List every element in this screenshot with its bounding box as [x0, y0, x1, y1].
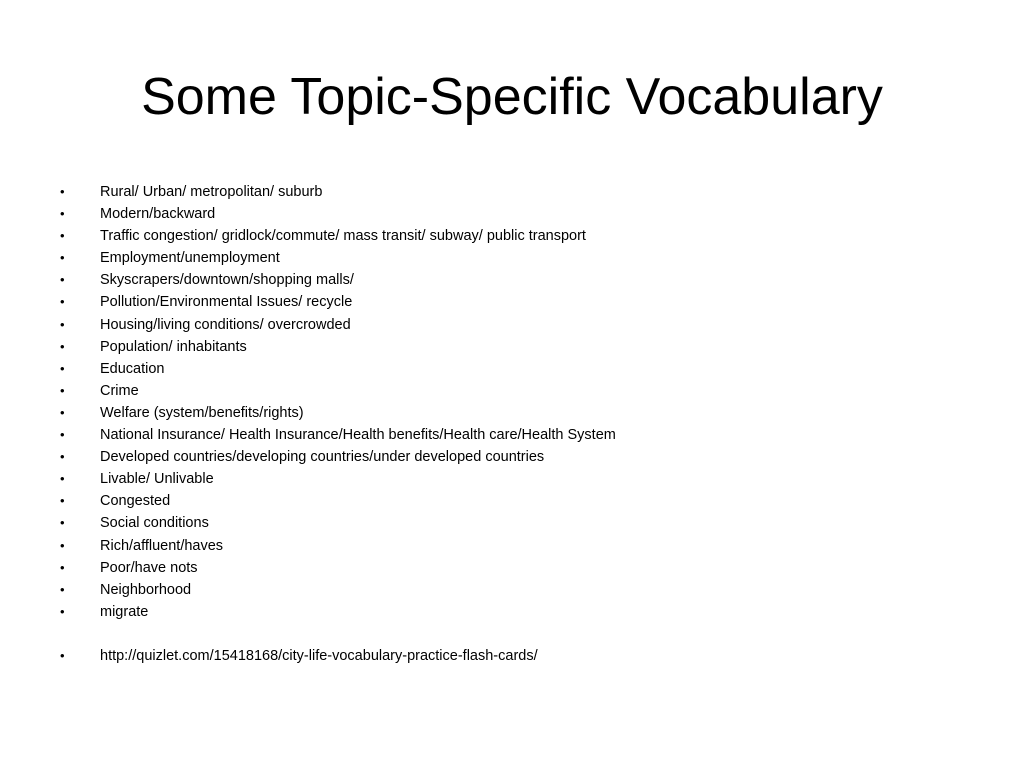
list-item-text: Livable/ Unlivable: [100, 471, 214, 488]
list-item-text: Social conditions: [100, 515, 209, 532]
list-item: [58, 490, 978, 512]
list-item: [58, 291, 978, 313]
slide-title: Some Topic-Specific Vocabulary: [141, 68, 883, 126]
list-item: [58, 446, 978, 468]
list-item: [58, 336, 978, 358]
list-item: [58, 512, 978, 534]
bullet-icon: •: [60, 427, 65, 443]
list-item-text: Pollution/Environmental Issues/ recycle: [100, 294, 353, 311]
bullet-icon: •: [60, 382, 65, 398]
list-item-text: Developed countries/developing countries/under developed countries: [100, 449, 545, 466]
bullet-icon: •: [60, 559, 65, 575]
list-item-text: Modern/backward: [100, 206, 216, 223]
list-item-text: Congested: [100, 493, 171, 510]
list-item-text: National Insurance/ Health Insurance/Health benefits/Health care/Health System: [100, 427, 616, 444]
list-item: [58, 557, 978, 579]
list-item: [58, 468, 978, 490]
list-item: [58, 535, 978, 557]
list-spacer: [58, 623, 978, 645]
quizlet-link[interactable]: http://quizlet.com/15418168/city-life-vocabulary-practice-flash-cards/: [100, 647, 538, 664]
bullet-icon: •: [60, 206, 65, 222]
bullet-icon: •: [60, 493, 65, 509]
list-item-text: Crime: [100, 382, 139, 399]
bullet-icon: •: [60, 603, 65, 619]
list-item: [58, 601, 978, 623]
list-item-text: Poor/have nots: [100, 559, 198, 576]
bullet-icon: •: [60, 537, 65, 553]
bullet-icon: •: [60, 515, 65, 531]
list-item: [58, 380, 978, 402]
bullet-icon: •: [60, 647, 65, 663]
list-item-text: Population/ inhabitants: [100, 338, 247, 355]
bullet-icon: •: [60, 250, 65, 266]
list-item: [58, 203, 978, 225]
list-item-text: Traffic congestion/ gridlock/commute/ mass transit/ subway/ public transport: [100, 228, 586, 245]
bullet-icon: •: [60, 404, 65, 420]
list-item: [58, 181, 978, 203]
list-item-text: Employment/unemployment: [100, 250, 280, 267]
list-item: [58, 579, 978, 601]
bullet-icon: •: [60, 360, 65, 376]
list-item-text: Welfare (system/benefits/rights): [100, 404, 304, 421]
list-item-text: Housing/living conditions/ overcrowded: [100, 316, 351, 333]
bullet-icon: •: [60, 294, 65, 310]
list-item: [58, 358, 978, 380]
list-item: [58, 225, 978, 247]
list-item-text: Education: [100, 360, 165, 377]
bullet-icon: •: [60, 581, 65, 597]
list-item: [58, 247, 978, 269]
list-item-text: Rural/ Urban/ metropolitan/ suburb: [100, 184, 323, 200]
bullet-icon: •: [60, 316, 65, 332]
list-item-text: migrate: [100, 603, 149, 620]
list-item: [58, 402, 978, 424]
list-item: [58, 269, 978, 291]
bullet-icon: •: [60, 471, 65, 487]
vocabulary-list: [58, 181, 978, 667]
bullet-icon: •: [60, 228, 65, 244]
bullet-icon: •: [60, 184, 65, 199]
list-item-text: Neighborhood: [100, 581, 192, 598]
bullet-icon: •: [60, 272, 65, 288]
list-item-text: Skyscrapers/downtown/shopping malls/: [100, 272, 354, 289]
bullet-icon: •: [60, 449, 65, 465]
list-item: [58, 314, 978, 336]
list-item-text: Rich/affluent/haves: [100, 537, 224, 554]
list-item: [58, 424, 978, 446]
link-item: [58, 645, 978, 667]
bullet-icon: •: [60, 338, 65, 354]
